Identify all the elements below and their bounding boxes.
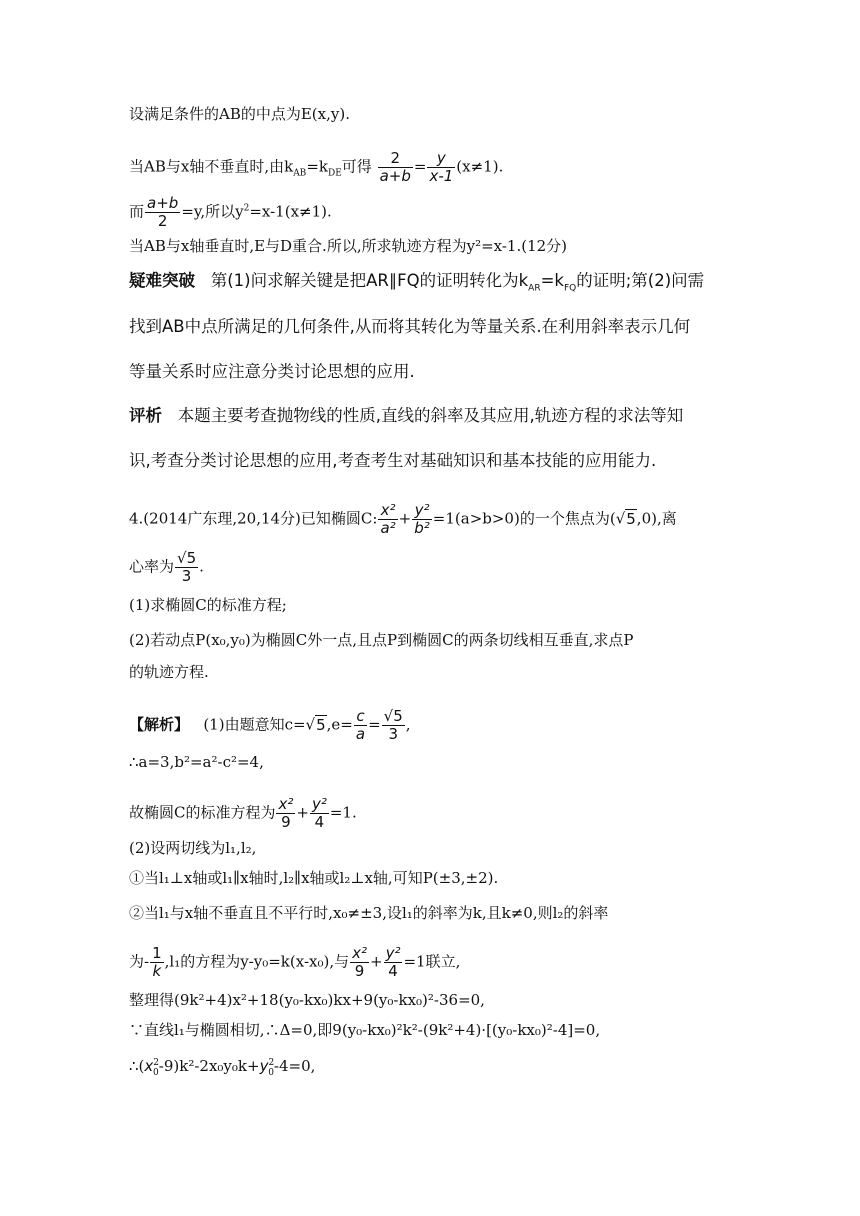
fraction — [354, 708, 367, 743]
equals: = — [413, 157, 427, 176]
sqrt: √5 — [615, 509, 636, 528]
numerator: y² — [412, 502, 432, 520]
section-label: 【解析】 — [129, 715, 190, 734]
denominator: b² — [414, 519, 430, 537]
text: =1(a>b>0)的一个焦点为( — [432, 509, 616, 528]
plus: + — [296, 803, 309, 822]
text: 可得 — [341, 157, 372, 176]
denominator: 4 — [388, 962, 398, 980]
text-line: 当AB与x轴垂直时,E与D重合.所以,所求轨迹方程为y²=x-1.(12分) — [129, 237, 568, 255]
fraction — [310, 796, 329, 831]
fraction — [378, 502, 397, 537]
text: ∴( — [129, 1057, 145, 1075]
radicand: 5 — [316, 715, 326, 734]
text-line: ∴a=3,b²=a²-c²=4, — [129, 753, 264, 771]
text: 本题主要考查抛物线的性质,直线的斜率及其应用,轨迹方程的求法等知 — [177, 406, 684, 425]
text: 为- — [129, 952, 150, 971]
fraction — [427, 150, 455, 185]
numerator: x² — [378, 502, 397, 520]
text: =1联立, — [403, 952, 461, 971]
superscript: 2 — [153, 1058, 160, 1068]
superscript: 2 — [243, 203, 250, 214]
subscript: DE — [327, 168, 342, 179]
denominator: 2 — [157, 212, 168, 230]
text: ,0),离 — [636, 509, 677, 528]
text-line: 的轨迹方程. — [129, 663, 209, 681]
denominator: k — [152, 962, 162, 980]
text-line: (2)若动点P(x₀,y₀)为椭圆C外一点,且点P到椭圆C的两条切线相互垂直,求点P — [129, 631, 634, 649]
subscript: AR — [528, 283, 541, 294]
text-line: ②当l₁与x轴不垂直且不平行时,x₀≠±3,设l₁的斜率为k,且k≠0,则l₂的斜率 — [129, 904, 609, 922]
numerator: c — [354, 708, 367, 726]
text-line: (2)设两切线为l₁,l₂, — [129, 839, 257, 857]
text: ,l₁的方程为y-y₀=k(x-x₀),与 — [164, 952, 350, 971]
numerator: y² — [385, 944, 401, 962]
math-var: x — [144, 1057, 154, 1075]
text: (x≠1). — [456, 157, 504, 176]
text: 心率为 — [129, 557, 175, 576]
text-line — [129, 1053, 315, 1083]
text-line: 心率为 $\frac{√5}{3}$ . — [129, 549, 204, 585]
keyword-label: 评析 — [129, 406, 162, 425]
superscript: 2 — [268, 1058, 275, 1068]
numerator: x² — [278, 795, 294, 813]
subscript: FQ — [563, 283, 577, 294]
fraction — [350, 945, 369, 980]
text: 故椭圆C的标准方程为 — [129, 803, 276, 822]
text: 而 — [129, 202, 145, 221]
text-line: ∵直线l₁与椭圆相切,∴Δ=0,即9(y₀-kx₀)²k²-(9k²+4)·[(y₀-kx₀)²-4]=0, — [129, 1021, 601, 1039]
text-line — [129, 271, 704, 298]
fraction — [150, 945, 164, 980]
denominator: 9 — [281, 813, 291, 831]
subscript: AB — [293, 168, 307, 179]
fraction — [412, 502, 432, 537]
text-line: ①当l₁⊥x轴或l₁∥x轴时,l₂∥x轴或l₂⊥x轴,可知P(±3,±2). — [129, 869, 499, 887]
text-line — [129, 945, 460, 980]
text: 的证明;第(2)问需 — [576, 271, 705, 290]
subscript: 0 — [268, 1068, 274, 1078]
text: =k — [540, 271, 564, 290]
text-line — [129, 150, 503, 185]
fraction — [382, 708, 405, 743]
keyword-label: 疑难突破 — [129, 271, 195, 290]
numerator: x² — [352, 944, 367, 962]
denominator: 3 — [388, 725, 398, 743]
text: =k — [306, 157, 328, 176]
text-line: 识,考查分类讨论思想的应用,考查考生对基础知识和基本技能的应用能力. — [129, 451, 657, 470]
denominator: a+b — [379, 167, 411, 185]
fraction — [378, 150, 413, 185]
text-line — [129, 195, 332, 230]
denominator: x-1 — [429, 167, 454, 185]
numerator: √5 — [383, 707, 403, 725]
text: 第(1)问求解关键是把AR∥FQ的证明转化为k — [210, 271, 529, 290]
numerator: a+b — [147, 194, 179, 212]
text-line: 等量关系时应注意分类讨论思想的应用. — [129, 362, 415, 381]
math-var: y — [259, 1057, 269, 1075]
text-line — [129, 406, 683, 426]
text: 4.(2014广东理,20,14分)已知椭圆C: — [129, 509, 378, 528]
text-line: (1)求椭圆C的标准方程; — [129, 596, 287, 614]
fraction — [175, 550, 198, 585]
denominator: a² — [380, 519, 396, 537]
numerator: 2 — [378, 150, 413, 168]
text: =y,所以y — [181, 202, 244, 221]
numerator: 1 — [152, 944, 162, 962]
text-line: 整理得(9k²+4)x²+18(y₀-kx₀)kx+9(y₀-kx₀)²-36=0, — [129, 991, 485, 1009]
numerator: √5 — [177, 549, 197, 567]
equals: = — [368, 715, 381, 734]
fraction — [145, 195, 180, 230]
text-line: 【解析】 (1)由题意知c=√5,e= $\frac{c}{a}$ = $\frac{√5}{3}$ , — [129, 707, 411, 743]
denominator: 9 — [354, 962, 365, 980]
denominator: 4 — [314, 813, 325, 831]
denominator: a — [355, 725, 366, 743]
plus: + — [370, 952, 383, 971]
denominator: 3 — [181, 567, 192, 585]
fraction — [276, 796, 295, 831]
numerator: y — [427, 150, 455, 168]
text-line: 设满足条件的AB的中点为E(x,y). — [129, 105, 350, 123]
text: -9)k²-2x₀y₀k+ — [158, 1057, 260, 1075]
text: -4=0, — [273, 1057, 316, 1075]
text: (1)由题意知c= — [203, 715, 306, 734]
text: 当AB与x轴不垂直时,由k — [129, 157, 294, 176]
text-line: 找到AB中点所满足的几何条件,从而将其转化为等量关系.在利用斜率表示几何 — [129, 317, 691, 336]
plus: + — [398, 509, 412, 528]
subscript: 0 — [153, 1068, 159, 1078]
text-line — [129, 796, 357, 831]
numerator: y² — [311, 795, 327, 813]
text: =x-1(x≠1). — [249, 202, 332, 221]
fraction — [384, 945, 403, 980]
text: =1. — [329, 803, 357, 822]
text-line — [129, 502, 677, 537]
radicand: 5 — [626, 509, 636, 528]
text: ,e= — [326, 715, 353, 734]
sqrt: √5 — [305, 715, 326, 734]
